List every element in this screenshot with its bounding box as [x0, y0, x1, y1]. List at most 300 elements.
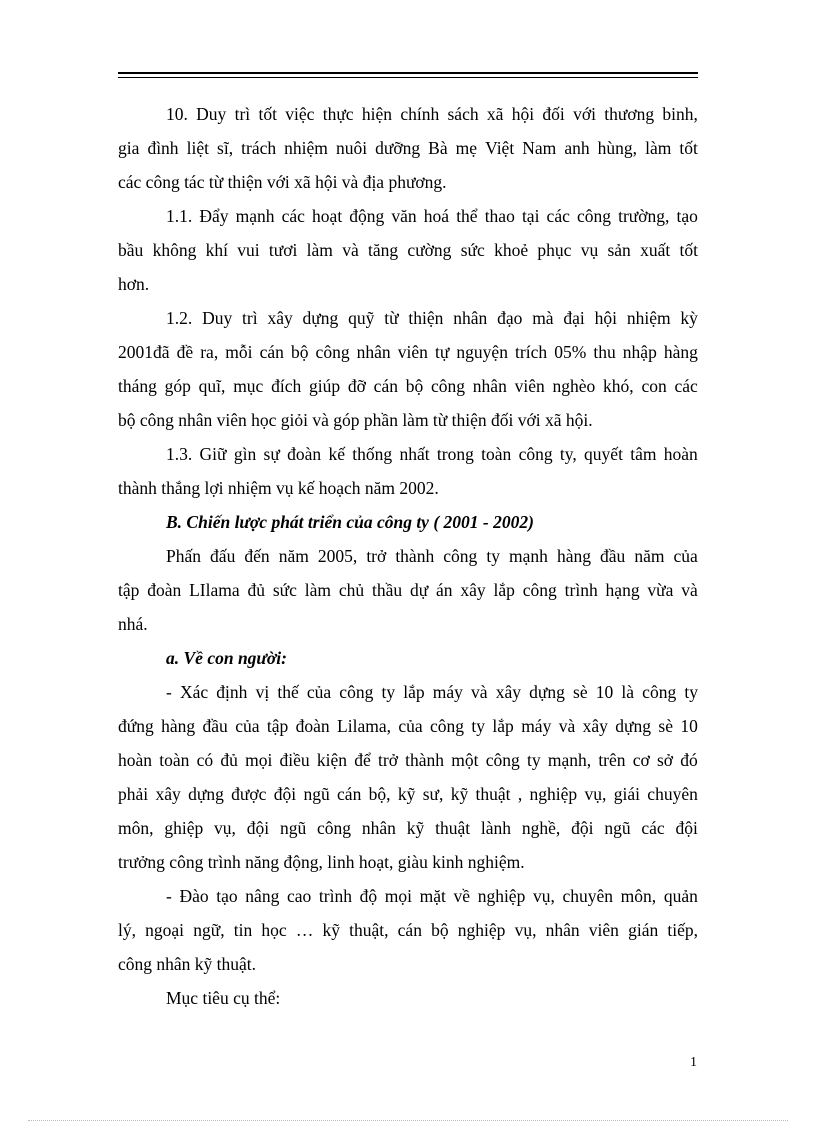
- word: ngũ: [604, 818, 631, 838]
- word: mạnh: [509, 546, 548, 566]
- text-line: [118, 369, 698, 403]
- text-line: [118, 335, 698, 369]
- word: nâng: [245, 886, 280, 906]
- word: ngoại: [145, 920, 185, 940]
- word: liệt: [186, 138, 209, 158]
- word: hoàn: [663, 444, 698, 464]
- word: từ: [384, 308, 399, 328]
- word: cường: [407, 240, 452, 260]
- word: phải: [118, 784, 149, 804]
- word: thể: [456, 206, 478, 226]
- word: nghiệp: [477, 886, 526, 906]
- word: dựng: [302, 308, 339, 328]
- word: điều: [279, 750, 310, 770]
- word: nhân: [361, 818, 396, 838]
- word: Việt: [485, 138, 515, 158]
- word: xây: [460, 580, 486, 600]
- word: 1.3.: [166, 444, 193, 464]
- word: viên: [514, 376, 545, 396]
- word: nhất: [399, 444, 430, 464]
- text-line: [118, 233, 698, 267]
- word: khí: [205, 240, 228, 260]
- line-text: Mục tiêu cụ thể:: [166, 988, 281, 1008]
- word: giúp: [309, 376, 341, 396]
- word: làm: [306, 240, 333, 260]
- word: nhân: [356, 342, 391, 362]
- word: được: [231, 784, 267, 804]
- line-text: trưởng công trình năng động, linh hoạt, giàu kinh nghiệm.: [118, 852, 525, 872]
- word: thuật,: [349, 920, 389, 940]
- word: tiếp,: [667, 920, 698, 940]
- text-line: [118, 437, 698, 471]
- word: cao: [286, 886, 312, 906]
- word: Duy: [196, 104, 227, 124]
- word: -: [166, 682, 172, 702]
- word: trì: [242, 308, 258, 328]
- word: và: [342, 240, 359, 260]
- text-line: [118, 131, 698, 165]
- word: đủ: [247, 580, 265, 600]
- line-text: công nhân kỹ thuật.: [118, 954, 257, 974]
- word: cán: [397, 920, 422, 940]
- word: máy: [432, 682, 463, 702]
- word: sĩ,: [217, 138, 234, 158]
- word: LIlama: [189, 580, 240, 600]
- word: việc: [285, 104, 315, 124]
- word: ty,: [559, 444, 577, 464]
- word: nhiệm: [626, 308, 671, 328]
- word: mọi: [245, 750, 273, 770]
- word: đầu: [600, 546, 626, 566]
- word: trường,: [618, 206, 670, 226]
- word: Bà: [428, 138, 448, 158]
- word: dựng: [529, 682, 565, 702]
- word: công: [485, 750, 520, 770]
- word: của: [306, 682, 332, 702]
- word: bầu: [118, 240, 144, 260]
- word: trình: [564, 580, 598, 600]
- word: chủ: [338, 580, 365, 600]
- word: 10.: [166, 104, 188, 124]
- word: tập: [118, 580, 140, 600]
- line-text: hơn.: [118, 274, 150, 294]
- word: độ: [359, 886, 378, 906]
- word: trách: [241, 138, 277, 158]
- word: tốt: [679, 138, 698, 158]
- word: trở: [366, 546, 387, 566]
- word: quỹ: [348, 308, 375, 328]
- word: ngữ,: [193, 920, 225, 940]
- word: tốt: [258, 104, 277, 124]
- word: tự: [434, 342, 450, 362]
- word: động: [349, 206, 385, 226]
- word: nuôi: [335, 138, 368, 158]
- word: 10: [680, 716, 698, 736]
- word: cán: [259, 342, 284, 362]
- word: nhân: [453, 308, 488, 328]
- word: mạnh: [235, 206, 275, 226]
- word: 05%: [554, 342, 587, 362]
- word: vụ,: [214, 818, 236, 838]
- word: tạo: [676, 206, 698, 226]
- word: sản: [607, 240, 631, 260]
- word: đội: [571, 818, 594, 838]
- word: làm: [645, 138, 672, 158]
- word: Duy: [202, 308, 233, 328]
- text-line: [118, 743, 698, 777]
- word: binh,: [662, 104, 698, 124]
- word: thuật: [435, 818, 471, 838]
- line-text: nhá.: [118, 614, 148, 634]
- word: sức: [460, 240, 485, 260]
- word: nghèo: [552, 376, 596, 396]
- word: 1.1.: [166, 206, 193, 226]
- word: con: [641, 376, 667, 396]
- word: sở: [657, 750, 674, 770]
- text-line: [118, 879, 698, 913]
- word: gia: [118, 138, 140, 158]
- word: nhân: [472, 376, 507, 396]
- word: …: [295, 920, 314, 940]
- line-text: các công tác từ thiện với xã hội và địa phương.: [118, 172, 447, 192]
- word: Lilama,: [337, 716, 391, 736]
- word: ,: [517, 784, 523, 804]
- word: thầu: [371, 580, 403, 600]
- word: trở: [378, 750, 398, 770]
- word: tin: [233, 920, 253, 940]
- word: mọi: [384, 886, 412, 906]
- word: đỡ: [347, 376, 366, 396]
- word: tập: [266, 716, 289, 736]
- word: đứng: [118, 716, 154, 736]
- word: ngũ: [303, 784, 330, 804]
- word: đó: [680, 750, 698, 770]
- word: bộ: [290, 342, 309, 362]
- word: công: [518, 444, 553, 464]
- word: anh: [564, 138, 590, 158]
- word: xây: [582, 716, 608, 736]
- word: các: [281, 206, 305, 226]
- word: mặt: [419, 886, 446, 906]
- word: ty: [486, 546, 500, 566]
- word: vụ,: [584, 784, 607, 804]
- word: nhân: [545, 920, 580, 940]
- word: khoẻ: [494, 240, 529, 260]
- word: 2005,: [317, 546, 358, 566]
- word: lắp: [492, 716, 514, 736]
- word: tạo: [216, 886, 238, 906]
- word: gìn: [233, 444, 257, 464]
- word: sức: [272, 580, 297, 600]
- word: Đẩy: [199, 206, 229, 226]
- word: hiện: [361, 104, 393, 124]
- word: góp: [164, 376, 191, 396]
- word: của: [673, 546, 698, 566]
- section-heading: [118, 641, 698, 675]
- word: sách: [447, 104, 479, 124]
- word: kỹ: [450, 784, 469, 804]
- word: đề: [176, 342, 194, 362]
- word: bộ: [431, 920, 449, 940]
- word: quyết: [584, 444, 623, 464]
- line-text: bộ công nhân viên học giỏi và góp phần làm từ thiện đối với xã hội.: [118, 410, 593, 430]
- text-line: [118, 165, 698, 199]
- word: của: [398, 716, 423, 736]
- word: ty: [471, 716, 486, 736]
- word: xây: [155, 784, 181, 804]
- word: 1.2.: [166, 308, 193, 328]
- word: vụ: [580, 240, 599, 260]
- word: lắp: [493, 580, 515, 600]
- word: chính: [400, 104, 440, 124]
- word: tươi: [268, 240, 298, 260]
- word: chuyên: [562, 886, 614, 906]
- word: thiện: [408, 308, 444, 328]
- word: đội: [273, 784, 297, 804]
- word: lắp: [403, 682, 425, 702]
- word: kỹ: [322, 920, 340, 940]
- word: văn: [391, 206, 417, 226]
- word: vụ,: [532, 886, 555, 906]
- word: định: [216, 682, 248, 702]
- word: toàn: [481, 444, 512, 464]
- word: ghiệp: [164, 818, 204, 838]
- word: thương: [604, 104, 655, 124]
- word: hàng: [161, 716, 196, 736]
- word: Đào: [179, 886, 209, 906]
- word: dựng: [615, 716, 652, 736]
- word: công: [522, 580, 557, 600]
- word: Nam: [522, 138, 557, 158]
- word: Giữ: [199, 444, 227, 464]
- word: hoạt: [312, 206, 343, 226]
- text-line: [118, 573, 698, 607]
- word: lành: [480, 818, 512, 838]
- line-text: thành thắng lợi nhiệm vụ kế hoạch năm 2002.: [118, 478, 439, 498]
- word: bộ,: [368, 784, 391, 804]
- word: môn,: [118, 818, 154, 838]
- word: dự: [409, 580, 429, 600]
- word: thu: [593, 342, 616, 362]
- word: kỹ: [406, 818, 425, 838]
- text-line: [118, 947, 698, 981]
- word: mỗi: [225, 342, 253, 362]
- word: có: [196, 750, 214, 770]
- word: Xác: [179, 682, 209, 702]
- word: ty: [381, 682, 396, 702]
- word: tại: [521, 206, 540, 226]
- word: làm: [304, 580, 331, 600]
- word: đình: [147, 138, 179, 158]
- word: vừa: [647, 580, 674, 600]
- word: vụ,: [514, 920, 537, 940]
- word: nguyện: [456, 342, 508, 362]
- word: hoàn: [118, 750, 153, 770]
- word: hội: [511, 104, 535, 124]
- text-line: [118, 811, 698, 845]
- word: thuật: [475, 784, 511, 804]
- word: đoàn: [147, 580, 182, 600]
- word: hàng: [556, 546, 591, 566]
- text-line: [118, 267, 698, 301]
- word: thành: [395, 546, 435, 566]
- line-text: a. Về con người:: [166, 648, 287, 668]
- word: đấu: [210, 546, 236, 566]
- word: năm: [278, 546, 309, 566]
- text-line: [118, 777, 698, 811]
- word: quản: [663, 886, 698, 906]
- word: hùng,: [597, 138, 638, 158]
- word: đạo: [497, 308, 523, 328]
- word: công: [431, 376, 466, 396]
- word: quĩ,: [198, 376, 226, 396]
- word: trình: [318, 886, 352, 906]
- text-line: [118, 403, 698, 437]
- word: với: [573, 104, 596, 124]
- word: thành: [405, 750, 445, 770]
- word: trong: [436, 444, 474, 464]
- word: 2001đã: [118, 342, 170, 362]
- word: nghiệp: [529, 784, 578, 804]
- word: và: [681, 580, 698, 600]
- word: -: [166, 886, 172, 906]
- word: và: [471, 682, 488, 702]
- text-line: [118, 913, 698, 947]
- section-heading: [118, 505, 698, 539]
- text-line: [118, 539, 698, 573]
- word: kế: [328, 444, 345, 464]
- word: máy: [521, 716, 552, 736]
- word: sè: [658, 716, 673, 736]
- word: trì: [234, 104, 251, 124]
- word: vị: [255, 682, 270, 702]
- word: đích: [271, 376, 302, 396]
- word: nhập: [622, 342, 657, 362]
- header-rule: [118, 72, 698, 78]
- word: sự: [263, 444, 280, 464]
- word: vui: [237, 240, 260, 260]
- word: đoàn: [295, 716, 330, 736]
- text-line: [118, 471, 698, 505]
- word: đến: [244, 546, 270, 566]
- word: đội: [246, 818, 270, 838]
- footer-rule: [28, 1120, 788, 1121]
- word: công: [317, 818, 352, 838]
- word: cán: [337, 784, 362, 804]
- text-line: [118, 709, 698, 743]
- word: xã: [486, 104, 504, 124]
- word: phục: [537, 240, 572, 260]
- word: xuất: [640, 240, 671, 260]
- word: ra,: [200, 342, 219, 362]
- text-line: [118, 199, 698, 233]
- word: là: [621, 682, 635, 702]
- word: đầu: [202, 716, 228, 736]
- word: môn,: [620, 886, 657, 906]
- word: nghiệp: [457, 920, 506, 940]
- line-text: B. Chiến lược phát triển của công ty ( 2001 - 2002): [166, 512, 534, 532]
- word: các: [674, 376, 698, 396]
- word: đủ: [220, 750, 238, 770]
- word: và: [558, 716, 576, 736]
- word: viên: [588, 920, 619, 940]
- word: 10: [595, 682, 614, 702]
- word: án: [436, 580, 453, 600]
- word: học: [261, 920, 287, 940]
- word: tốt: [679, 240, 698, 260]
- word: mạnh,: [547, 750, 592, 770]
- document-body: [118, 97, 698, 1015]
- word: trích: [515, 342, 548, 362]
- word: kỳ: [680, 308, 698, 328]
- word: thống: [352, 444, 393, 464]
- word: đối: [542, 104, 565, 124]
- word: sè: [573, 682, 588, 702]
- word: ty: [526, 750, 541, 770]
- word: hội: [594, 308, 617, 328]
- word: nghề,: [521, 818, 561, 838]
- word: công: [339, 682, 374, 702]
- word: công: [430, 716, 465, 736]
- word: các: [641, 818, 665, 838]
- word: đại: [563, 308, 585, 328]
- word: toàn: [159, 750, 190, 770]
- word: ngũ: [279, 818, 307, 838]
- word: sư,: [422, 784, 444, 804]
- text-line: [118, 301, 698, 335]
- text-line: [118, 607, 698, 641]
- text-line: [118, 97, 698, 131]
- word: lý,: [118, 920, 136, 940]
- word: một: [451, 750, 479, 770]
- word: mà: [532, 308, 554, 328]
- word: tháng: [118, 376, 157, 396]
- word: công: [315, 342, 350, 362]
- word: năm: [634, 546, 665, 566]
- word: xây: [267, 308, 293, 328]
- word: viên: [397, 342, 428, 362]
- word: mục: [233, 376, 264, 396]
- word: giái: [613, 784, 640, 804]
- word: các: [546, 206, 570, 226]
- word: Phấn: [166, 546, 201, 566]
- word: thao: [484, 206, 515, 226]
- word: đoàn: [287, 444, 322, 464]
- word: của: [235, 716, 260, 736]
- word: nhiệm: [284, 138, 328, 158]
- text-line: [118, 845, 698, 879]
- word: bộ: [405, 376, 424, 396]
- text-line: [118, 675, 698, 709]
- word: trên: [598, 750, 626, 770]
- word: mẹ: [455, 138, 478, 158]
- word: không: [152, 240, 197, 260]
- word: công: [642, 682, 677, 702]
- word: để: [354, 750, 371, 770]
- word: công: [576, 206, 611, 226]
- word: công: [443, 546, 478, 566]
- word: hạng: [605, 580, 640, 600]
- word: cán: [373, 376, 398, 396]
- word: thực: [322, 104, 354, 124]
- word: ty: [684, 682, 698, 702]
- word: kỹ: [397, 784, 416, 804]
- word: kiện: [316, 750, 348, 770]
- word: thế: [277, 682, 299, 702]
- word: xây: [495, 682, 521, 702]
- word: gián: [628, 920, 659, 940]
- text-line: [118, 981, 698, 1015]
